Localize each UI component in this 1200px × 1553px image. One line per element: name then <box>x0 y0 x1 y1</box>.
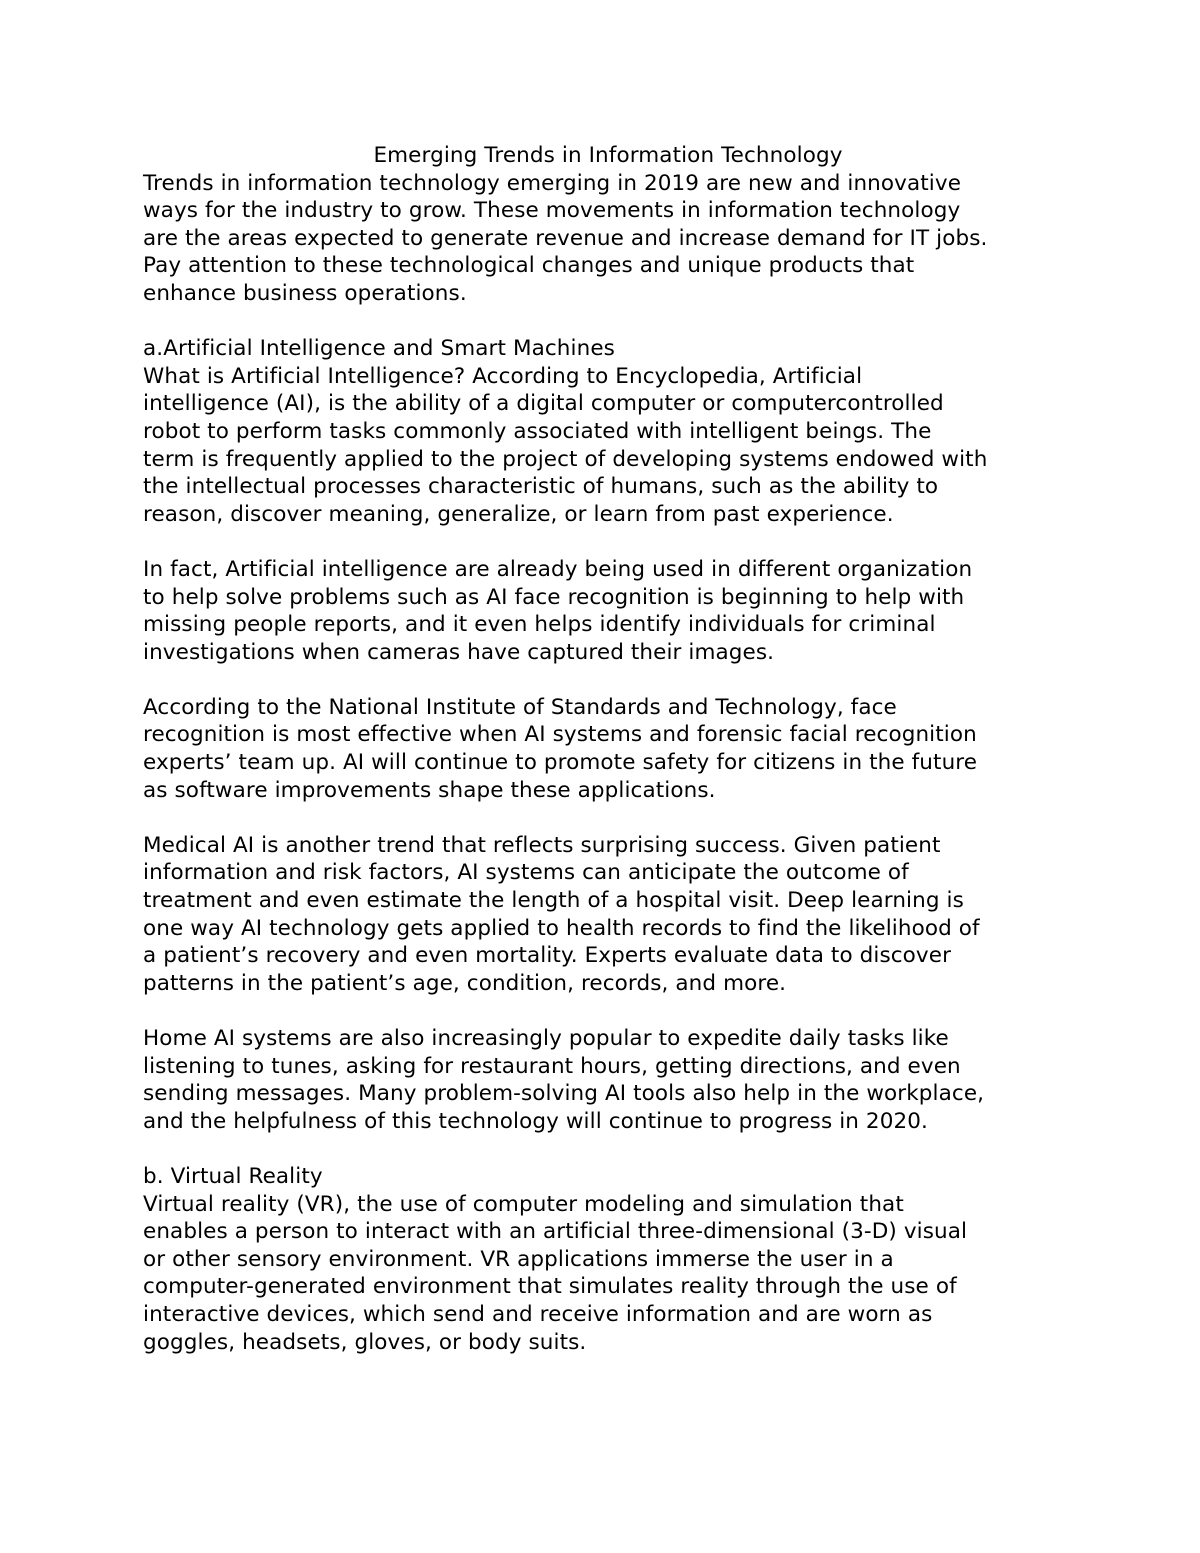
text-line: and the helpfulness of this technology will continue to progress in 2020. <box>143 1108 928 1134</box>
paragraph-spacer <box>143 666 1063 694</box>
text-line: missing people reports, and it even helps identify individuals for criminal <box>143 612 936 638</box>
text-line: sending messages. Many problem-solving AI tools also help in the workplace, <box>143 1081 985 1107</box>
paragraph-spacer <box>143 528 1063 556</box>
text-line: to help solve problems such as AI face recognition is beginning to help with <box>143 584 965 610</box>
text-line: recognition is most effective when AI systems and forensic facial recognition <box>143 722 977 748</box>
text-line: a patient’s recovery and even mortality. Experts evaluate data to discover <box>143 943 952 969</box>
document-body <box>143 142 1063 1356</box>
section-a-paragraph-3 <box>143 694 1063 804</box>
text-line: term is frequently applied to the project of developing systems endowed with <box>143 446 988 472</box>
text-line: reason, discover meaning, generalize, or learn from past experience. <box>143 501 894 527</box>
paragraph-spacer <box>143 1135 1063 1163</box>
paragraph-spacer <box>143 997 1063 1025</box>
text-line: patterns in the patient’s age, condition, records, and more. <box>143 970 787 996</box>
text-line: Virtual reality (VR), the use of computer modeling and simulation that <box>143 1191 904 1217</box>
text-line: computer-generated environment that simulates reality through the use of <box>143 1274 957 1300</box>
document-title: Emerging Trends in Information Technology <box>373 143 843 168</box>
text-line: treatment and even estimate the length of a hospital visit. Deep learning is <box>143 888 964 914</box>
text-line: investigations when cameras have captured their images. <box>143 639 775 665</box>
section-b-paragraph-1 <box>143 1191 1063 1357</box>
text-line: ways for the industry to grow. These movements in information technology <box>143 198 961 224</box>
text-line: In fact, Artificial intelligence are already being used in different organization <box>143 556 973 582</box>
text-line: enhance business operations. <box>143 280 467 306</box>
section-a-paragraph-1 <box>143 363 1063 529</box>
text-line: or other sensory environment. VR applications immerse the user in a <box>143 1246 894 1272</box>
section-a-paragraph-5 <box>143 1025 1063 1135</box>
text-line: listening to tunes, asking for restaurant hours, getting directions, and even <box>143 1053 961 1079</box>
text-line: as software improvements shape these applications. <box>143 777 716 803</box>
text-line: What is Artificial Intelligence? According to Encyclopedia, Artificial <box>143 363 863 389</box>
text-line: Trends in information technology emerging in 2019 are new and innovative <box>143 170 962 196</box>
section-b-heading: b. Virtual Reality <box>143 1163 323 1189</box>
text-line: intelligence (AI), is the ability of a digital computer or computercontrolled <box>143 391 944 417</box>
text-line: Medical AI is another trend that reflects surprising success. Given patient <box>143 832 941 858</box>
paragraph-spacer <box>143 804 1063 832</box>
text-line: goggles, headsets, gloves, or body suits. <box>143 1329 587 1355</box>
text-line: experts’ team up. AI will continue to promote safety for citizens in the future <box>143 750 978 776</box>
paragraph-spacer <box>143 308 1063 336</box>
intro-paragraph <box>143 170 1063 308</box>
text-line: According to the National Institute of Standards and Technology, face <box>143 694 897 720</box>
text-line: information and risk factors, AI systems can anticipate the outcome of <box>143 860 909 886</box>
text-line: interactive devices, which send and receive information and are worn as <box>143 1301 933 1327</box>
section-a-heading: a.Artificial Intelligence and Smart Machines <box>143 336 615 362</box>
text-line: the intellectual processes characteristic of humans, such as the ability to <box>143 474 939 500</box>
text-line: enables a person to interact with an artificial three-dimensional (3-D) visual <box>143 1219 968 1245</box>
text-line: are the areas expected to generate revenue and increase demand for IT jobs. <box>143 225 988 251</box>
section-a-paragraph-2 <box>143 556 1063 666</box>
text-line: Pay attention to these technological changes and unique products that <box>143 253 915 279</box>
section-a-paragraph-4 <box>143 832 1063 998</box>
text-line: one way AI technology gets applied to health records to find the likelihood of <box>143 915 980 941</box>
text-line: robot to perform tasks commonly associated with intelligent beings. The <box>143 418 932 444</box>
text-line: Home AI systems are also increasingly popular to expedite daily tasks like <box>143 1026 949 1051</box>
